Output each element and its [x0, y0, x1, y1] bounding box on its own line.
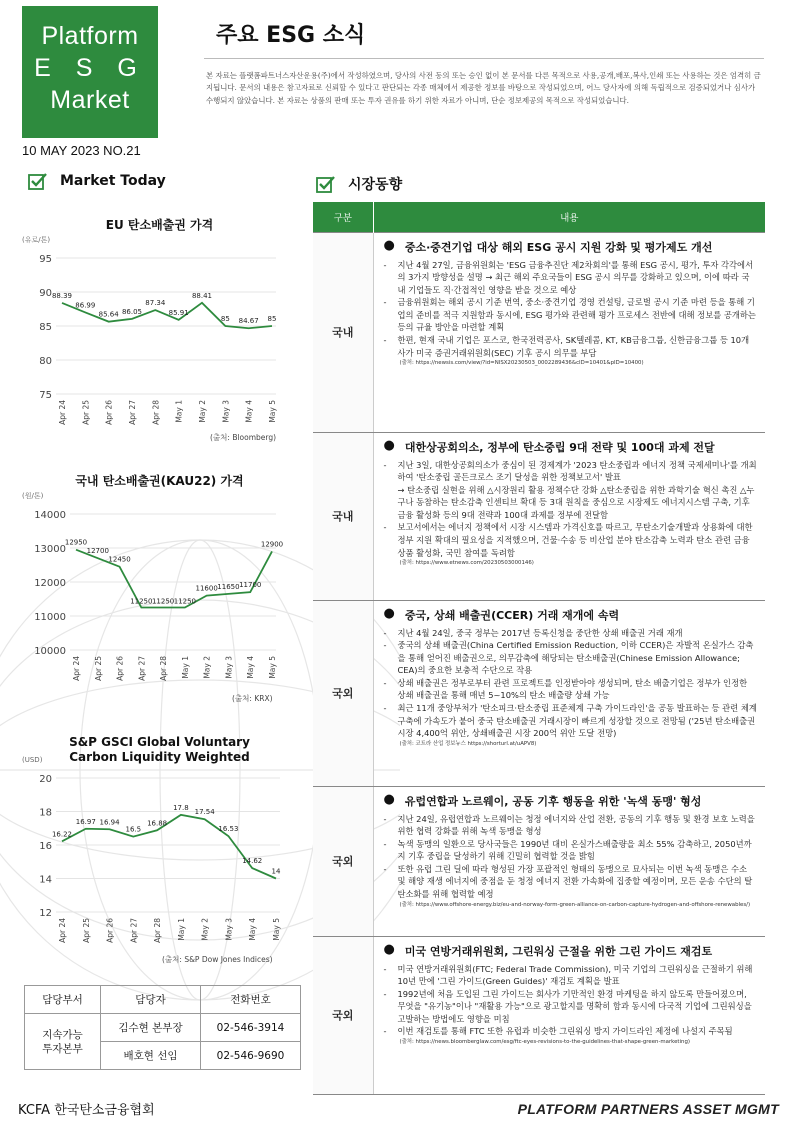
contact-phone: 02-546-9690 — [201, 1042, 301, 1070]
x-tick-label: May 5 — [272, 918, 281, 941]
x-tick-label: Apr 25 — [81, 918, 91, 943]
market-news-row — [313, 232, 765, 432]
dash-icon: - — [383, 522, 387, 533]
data-label: 16.88 — [147, 819, 168, 828]
y-tick-label: 13000 — [34, 544, 66, 555]
data-label: 12700 — [86, 547, 109, 556]
page-title: 주요 ESG 소식 — [216, 23, 366, 48]
dash-icon: - — [383, 963, 387, 974]
x-tick-label: Apr 27 — [129, 918, 139, 943]
y-tick-label: 10000 — [34, 646, 66, 657]
contact-name: 김수현 본부장 — [101, 1014, 201, 1042]
dash-icon: - — [383, 627, 387, 638]
news-bullet — [384, 259, 758, 297]
dash-icon: - — [383, 335, 387, 346]
x-tick-label: Apr 24 — [72, 656, 81, 681]
chart-eu-title: EU 탄소배출권 가격 — [105, 218, 214, 232]
x-tick-label: May 3 — [221, 400, 231, 423]
kcfa-logo-text: KCFA 한국탄소금융협회 — [18, 1103, 155, 1118]
news-source: (출처: 코트라 산업 정보뉴스 https://shorturl.at/uAPV8) — [399, 740, 537, 747]
dash-icon: - — [383, 297, 387, 308]
x-tick-label: Apr 26 — [104, 400, 114, 425]
x-tick-label: Apr 28 — [159, 656, 169, 681]
data-label: 86.99 — [75, 301, 96, 310]
data-label: 16.97 — [75, 817, 96, 826]
news-bullet — [384, 296, 758, 334]
news-category: 국내 — [313, 432, 373, 600]
contact-name: 배호현 선임 — [101, 1042, 201, 1070]
news-bullet — [384, 702, 758, 740]
chart-kau-title: 국내 탄소배출권(KAU22) 가격 — [75, 474, 244, 488]
x-tick-label: Apr 25 — [81, 400, 91, 425]
chart-sp-title-line-1: S&P GSCI Global Voluntary — [69, 735, 250, 749]
news-bullet — [384, 627, 758, 640]
x-tick-label: May 2 — [198, 400, 207, 423]
dash-icon: - — [383, 677, 387, 688]
news-bullet-text: 이번 재검토를 통해 FTC 또한 유럽과 비슷한 그린워싱 방지 가이드라인 제정에 나설지 주목됨 — [397, 1026, 733, 1037]
market-news-row — [313, 936, 765, 1094]
chart-sp-title-line-2: Carbon Liquidity Weighted — [69, 750, 250, 764]
news-bullet — [384, 813, 758, 838]
news-bullet-text: 1992년에 처음 도입된 그린 가이드는 회사가 기만적인 환경 마케팅을 하지 않도록 만들어졌으며, 무엇을 "유기농"이나 "재활용 가능"으로 광고할지를 명확히 함과 동시에 다국적 기업에 그린워싱을 고발하는 방법에도 영향을 미침 — [397, 988, 752, 1024]
x-tick-label: May 3 — [224, 918, 234, 941]
market-news-row — [313, 600, 765, 786]
news-content — [373, 600, 765, 786]
x-tick-label: May 4 — [248, 918, 258, 941]
issue-date: 10 MAY 2023 NO.21 — [22, 143, 141, 158]
news-bullet-text: 최근 11개 중앙부처가 '탄소피크·탄소중립 표준체계 구축 가이드라인'을 공동 발표하는 등 관련 체계 구축에 가속도가 붙어 중국 탄소배출권 거래시장이 빠르게 성장할 것으로 전망됨 ('25년 탄소배출권 시장 4,400억 위안, 상쇄배출권 시장 200억 위안 도달 전망) — [397, 703, 757, 739]
x-tick-label: May 2 — [202, 656, 212, 679]
data-label: 88.41 — [191, 291, 213, 300]
x-tick-label: May 4 — [244, 400, 254, 423]
y-tick-label: 14 — [39, 874, 52, 886]
news-bullet-text: 지난 4월 24일, 중국 정부는 2017년 등록신청을 중단한 상쇄 배출권 거래 재개 — [397, 627, 683, 638]
x-tick-label: Apr 28 — [153, 918, 163, 943]
news-title-text: 중국, 상쇄 배출권(CCER) 거래 재개에 속력 — [404, 608, 620, 622]
data-label: 14 — [271, 867, 281, 876]
news-bullet-text: 한편, 현재 국내 기업은 포스코, 한국전력공사, SK텔레콤, KT, KB금융그룹, 신한금융그룹 등 10개사가 미국 증권거래위원회(SEC) 기후 공시 의무를 부담 — [397, 335, 750, 358]
news-content — [373, 936, 765, 1094]
news-bullet — [384, 459, 758, 522]
platform-partners-logo-text: PLATFORM PARTNERS ASSET MGMT — [517, 1101, 779, 1117]
dash-icon: - — [383, 640, 387, 651]
market-col-category: 구분 — [313, 202, 373, 232]
y-tick-label: 75 — [39, 390, 52, 401]
dash-icon: - — [383, 988, 387, 999]
data-label: 11250 — [151, 597, 175, 606]
news-bullet — [384, 521, 758, 559]
news-source: (출처: https://news.bloomberglaw.com/esg/ftc-eyes-revisions-to-the-guidelines-that-shape-green-marketing) — [399, 1039, 690, 1046]
x-tick-label: Apr 24 — [58, 400, 67, 425]
checkbox-check-icon — [316, 175, 336, 193]
chart-kau-carbon-price — [0, 488, 300, 683]
y-tick-label: 90 — [39, 288, 52, 299]
news-title — [384, 607, 758, 623]
y-tick-label: 14000 — [34, 510, 66, 521]
news-bullet-text: 지난 24일, 유럽연합과 노르웨이는 청정 에너지와 산업 전환, 공동의 기후 행동 및 환경 보호 노력을 위한 협력 강화를 위해 녹색 동맹을 형성 — [397, 813, 755, 837]
dash-icon: - — [383, 863, 387, 874]
data-label: 85 — [220, 315, 230, 323]
news-bullet-text: 상쇄 배출권은 정부로부터 관련 프로젝트를 인정받아야 생성되며, 탄소 배출기업은 정부가 인정한 상쇄 배출권을 통해 매년 5~10%의 탄소 배출량 상쇄 가능 — [397, 677, 748, 701]
dash-icon: - — [383, 1026, 387, 1037]
y-tick-label: 85 — [39, 322, 52, 333]
x-tick-label: May 3 — [224, 656, 234, 679]
y-tick-label: 11000 — [34, 612, 66, 623]
y-tick-label: 12 — [39, 908, 52, 919]
market-col-content: 내용 — [373, 202, 765, 232]
news-bullet-text: 미국 연방거래위원회(FTC; Federal Trade Commission), 미국 기업의 그린워싱을 근절하기 위해 10년 만에 '그린 가이드(Green Guides)' 재검토 계획을 발표 — [397, 963, 753, 987]
data-label: 12450 — [108, 555, 131, 564]
contact-dept: 지속가능 투자본부 — [25, 1014, 101, 1070]
y-tick-label: 95 — [39, 254, 52, 265]
news-title — [384, 943, 758, 959]
dash-icon: - — [383, 459, 387, 470]
bullet-dot-icon: ● — [383, 437, 395, 453]
news-bullet-text: 녹색 동맹의 일환으로 당사국들은 1990년 대비 온실가스배출량을 최소 55% 감축하고, 2050년까지 기후 중립을 달성하기 위해 긴밀히 협력할 것을 밝힘 — [397, 838, 752, 862]
data-label: 12950 — [64, 538, 88, 547]
checkbox-check-icon — [28, 172, 48, 190]
news-bullet — [384, 988, 758, 1026]
data-label: 17.8 — [173, 803, 189, 812]
dash-icon: - — [383, 703, 387, 714]
x-tick-label: Apr 24 — [58, 918, 67, 943]
data-label: 11650 — [217, 582, 240, 591]
data-label: 16.53 — [218, 825, 239, 834]
bullet-dot-icon: ● — [383, 941, 395, 957]
market-today-heading — [28, 172, 166, 190]
x-tick-label: May 4 — [246, 656, 256, 679]
news-bullet — [384, 1025, 758, 1038]
x-tick-label: Apr 25 — [93, 656, 103, 681]
market-trends-heading — [316, 174, 402, 194]
data-label: 11250 — [173, 597, 197, 606]
news-bullet-text: 중국의 상쇄 배출권(China Certified Emission Reduction, 이하 CCER)은 자발적 온실가스 감축을 통해 얻어진 배출권으로, 의무감축에 해당되는 탄소배출권(Chinese Emission Allowance; CEA)의 중요한 보충적 수단으로 작용 — [397, 640, 754, 676]
news-source: (출처: https://newsis.com/view/?id=NISX20230503_0002289436&cID=10401&pID=10400) — [399, 360, 644, 367]
news-bullet — [384, 863, 758, 901]
data-label: 12900 — [260, 540, 284, 549]
news-title-text: 대한상공회의소, 정부에 탄소중립 9대 전략 및 100대 과제 전달 — [404, 440, 715, 454]
news-bullet-text: 또한 유럽 그린 딜에 따라 형성된 가장 포괄적인 형태의 동맹으로 묘사되는 이번 녹색 동맹은 수소 및 해양 재생 에너지에 중점을 둔 청정 에너지 전환 가속화에 집중할 예정이며, 모든 운송 수단의 탈탄소화를 위해 협력할 예정 — [397, 863, 753, 900]
bullet-dot-icon: ● — [383, 791, 395, 807]
data-label: 11250 — [130, 597, 153, 606]
chart-eu-carbon-price — [0, 232, 300, 427]
news-source: (출처: https://www.offshore-energy.biz/eu-and-norway-form-green-alliance-on-carbon-capture-hydrogen-and-offshore-renewables/) — [399, 901, 751, 908]
logo-line-1: Platform — [41, 22, 139, 50]
data-label: 84.67 — [238, 317, 259, 326]
data-label: 14.62 — [242, 857, 263, 866]
news-bullet — [384, 334, 758, 359]
y-tick-label: 18 — [39, 807, 52, 819]
market-today-title: Market Today — [60, 173, 166, 189]
news-bullet-text: 지난 4월 27일, 금융위원회는 'ESG 금융추진단 제2차회의'를 통해 ESG 공시, 평가, 투자 각각에서의 3가지 방향성을 설명 → 최근 해외 주요국들이 ESG 공시 의무를 강화하고 있으며, 이에 따라 국내 기업들도 직·간접적인 영향을 받을 것으로 예상 — [397, 259, 754, 295]
chart-unit-label: (유로/톤) — [22, 236, 51, 244]
platform-esg-market-logo — [22, 6, 158, 138]
contact-header-person: 담당자 — [101, 986, 201, 1014]
contact-phone: 02-546-3914 — [201, 1014, 301, 1042]
news-bullet — [384, 963, 758, 988]
data-label: 11700 — [239, 581, 262, 590]
news-title-text: 유럽연합과 노르웨이, 공동 기후 행동을 위한 '녹색 동맹' 형성 — [404, 794, 702, 808]
news-content — [373, 786, 765, 936]
market-news-table — [313, 202, 765, 1095]
news-title — [384, 239, 758, 255]
chart-sp-source: (출처: S&P Dow Jones Indices) — [162, 955, 273, 964]
data-label: 16.5 — [125, 825, 142, 834]
chart-kau-source: (출처: KRX) — [232, 694, 273, 703]
y-tick-label: 80 — [39, 356, 52, 367]
x-tick-label: Apr 26 — [115, 656, 125, 681]
bullet-dot-icon: ● — [383, 237, 395, 253]
bullet-dot-icon: ● — [383, 605, 395, 621]
x-tick-label: Apr 26 — [105, 918, 115, 943]
news-bullet — [384, 677, 758, 702]
news-title-text: 중소·중견기업 대상 해외 ESG 공시 지원 강화 및 평가제도 개선 — [404, 240, 713, 254]
chart-unit-label: (USD) — [22, 756, 43, 764]
news-source: (출처: https://www.etnews.com/20230503000146) — [399, 560, 534, 567]
x-tick-label: Apr 27 — [128, 400, 137, 425]
data-label: 86.05 — [121, 307, 143, 316]
y-tick-label: 12000 — [34, 578, 66, 589]
dash-icon: - — [383, 259, 387, 270]
market-trends-title: 시장동향 — [348, 177, 403, 193]
contact-header-phone: 전화번호 — [201, 986, 301, 1014]
dash-icon: - — [383, 838, 387, 849]
news-category: 국외 — [313, 600, 373, 786]
chart-eu-source: (출처: Bloomberg) — [210, 433, 277, 442]
data-label: 85.91 — [168, 308, 189, 317]
news-category: 국내 — [313, 232, 373, 432]
dash-icon: - — [383, 813, 387, 824]
logo-line-3: Market — [50, 86, 130, 114]
data-label: 87.34 — [145, 299, 166, 308]
x-tick-label: Apr 27 — [137, 656, 147, 681]
y-tick-label: 20 — [39, 774, 52, 785]
title-divider — [204, 58, 764, 59]
data-label: 16.94 — [99, 818, 120, 827]
x-tick-label: Apr 28 — [151, 400, 161, 425]
news-title-text: 미국 연방거래위원회, 그린워싱 근절을 위한 그린 가이드 재검토 — [404, 944, 713, 958]
y-tick-label: 16 — [39, 841, 52, 852]
news-content — [373, 432, 765, 600]
data-label: 88.39 — [51, 291, 73, 300]
news-bullet-text: 보고서에서는 에너지 정책에서 시장 시스템과 가격신호를 따르고, 무탄소기술개발과 상용화에 대한 정부 지원 확대의 필요성을 지적했으며, 건물·수송 등 비산업 분야 탄소감축 노력과 탄소 관련 금융상품 활성화, 국민 참여를 독려함 — [397, 522, 753, 558]
news-category: 국외 — [313, 936, 373, 1094]
news-content — [373, 232, 765, 432]
x-tick-label: May 1 — [180, 656, 190, 679]
x-tick-label: May 1 — [174, 400, 184, 423]
data-label: 85 — [267, 315, 277, 323]
contact-table — [24, 985, 301, 1070]
x-tick-label: May 1 — [176, 918, 186, 941]
news-title — [384, 439, 758, 455]
data-label: 16.22 — [51, 830, 73, 839]
x-tick-label: May 5 — [268, 400, 277, 423]
data-label: 11600 — [195, 584, 218, 593]
contact-header-dept: 담당부서 — [25, 986, 101, 1014]
market-news-row — [313, 432, 765, 600]
disclaimer-text: 본 자료는 플랫폼파트너스자산운용(주)에서 작성하였으며, 당사의 사전 동의 또는 승인 없이 본 문서를 다른 목적으로 사용,공개,배포,복사,인쇄 또는 사용하는 것은 엄격히 금지됩니다. 문서의 내용은 참고자료로 신뢰할 수 있다고 판단되는 각종 매체에서 제공한 정보를 바탕으로 작성되었으며, 어느 당사자에 의해 독립적으로 검증되었거나 심사가 수행되지 않았습니다. 본 자료는 상품의 판매 또는 투자 권유를 하기 위한 자료가 아니며, 단순 정보제공의 목적으로 작성되었습니다. — [206, 71, 761, 105]
x-tick-label: May 2 — [200, 918, 210, 941]
chart-unit-label: (원/톤) — [22, 492, 44, 500]
news-bullet — [384, 639, 758, 677]
news-bullet-text: 금융위원회는 해외 공시 기준 번역, 중소·중견기업 경영 컨설팅, 글로벌 공시 기준 마련 등을 통해 기업의 준비를 적극 지원함과 동시에, ESG 평가와 관련해 평가 프로세스 전반에 대해 정보를 공개하는 등의 규율 방안을 마련할 계획 — [397, 297, 756, 333]
data-label: 17.54 — [194, 808, 215, 817]
logo-line-2: E S G — [34, 54, 146, 82]
data-label: 85.64 — [98, 310, 119, 319]
news-bullet — [384, 838, 758, 863]
news-title — [384, 793, 758, 809]
market-news-row — [313, 786, 765, 936]
chart-sp-gsci — [0, 752, 300, 952]
news-bullet-text: 지난 3일, 대한상공회의소가 중심이 된 경제계가 '2023 탄소중립과 에너지 정책 국제세미나'를 개최하여 '탄소중립 골든크로스 조기 달성을 위한 정책보고서' 발표 → 탄소중립 실현을 위해 △시장원리 활용 정책수단 강화 △탄소중립을 위한 과학기술 혁신 촉진 △누구나 동참하는 탄소감축 인센티브 확대 등 3대 원칙을 중심으로 시장제도 에너지시스템 구축, 기후금융 활성화 등의 9대 전략과 100대 과제를 정부에 전달함 — [397, 459, 757, 520]
x-tick-label: May 5 — [268, 656, 277, 679]
news-category: 국외 — [313, 786, 373, 936]
